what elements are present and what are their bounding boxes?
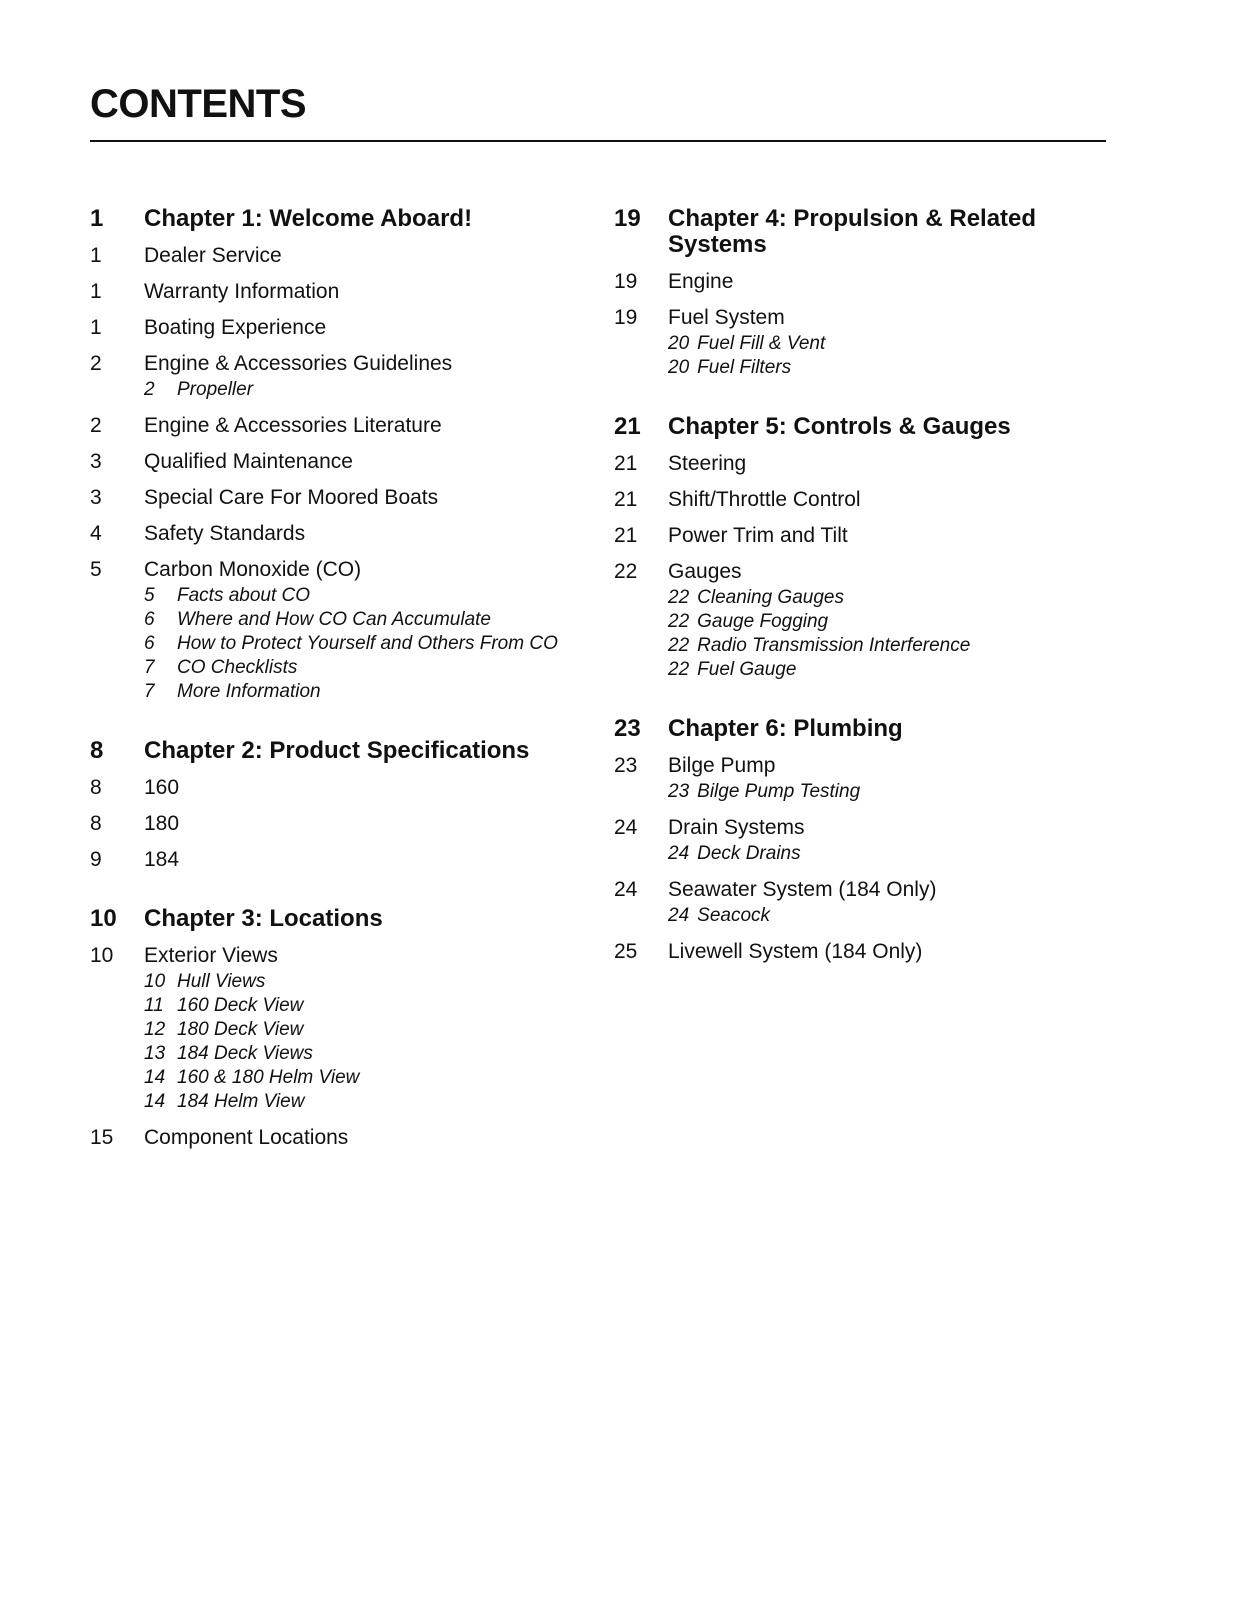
entry-page-number: 2 [90, 414, 102, 437]
chapter-title: Chapter 3: Locations [144, 905, 383, 932]
page-title: CONTENTS [90, 82, 306, 126]
toc-subentry[interactable] [144, 656, 590, 680]
entry-page-number: 1 [90, 280, 102, 303]
toc-subentry[interactable] [144, 1066, 590, 1090]
subentry-list [668, 904, 1114, 928]
entry-page-number: 24 [614, 816, 638, 839]
chapter-title: Chapter 1: Welcome Aboard! [144, 205, 473, 232]
subentry-title: Bilge Pump Testing [697, 781, 861, 802]
toc-entry[interactable] [90, 486, 590, 510]
entry-page-number: 21 [614, 524, 638, 547]
subentry-list [668, 332, 1114, 380]
entry-page-number: 23 [614, 754, 638, 777]
entry-page-number: 19 [614, 306, 638, 329]
subentry-page-number: 24 [668, 905, 690, 926]
entry-title: Bilge Pump [668, 754, 776, 777]
subentry-title: Propeller [177, 379, 254, 400]
subentry-page-number: 24 [668, 843, 690, 864]
subentry-page-number: 10 [144, 971, 166, 992]
chapter-title: Chapter 5: Controls & Gauges [668, 413, 1011, 440]
toc-right-column [614, 206, 1114, 998]
toc-subentry[interactable] [144, 1042, 590, 1066]
toc-entry[interactable] [90, 352, 590, 376]
entry-page-number: 3 [90, 486, 102, 509]
entry-page-number: 15 [90, 1126, 114, 1149]
subentry-title: CO Checklists [177, 657, 298, 678]
chapter-page-number: 23 [614, 715, 641, 742]
subentry-page-number: 6 [144, 609, 155, 630]
entry-title: 184 [144, 848, 180, 871]
subentry-page-number: 23 [668, 781, 690, 802]
subentry-page-number: 11 [144, 995, 164, 1016]
title-rule [90, 140, 1106, 142]
entry-page-number: 24 [614, 878, 638, 901]
subentry-list [144, 584, 590, 704]
toc-entry[interactable] [90, 316, 590, 340]
subentry-list [668, 780, 1114, 804]
toc-entry[interactable] [614, 754, 1114, 778]
entry-page-number: 8 [90, 812, 102, 835]
subentry-page-number: 22 [668, 659, 690, 680]
subentry-page-number: 14 [144, 1067, 166, 1088]
subentry-page-number: 20 [668, 333, 690, 354]
subentry-title: Fuel Fill & Vent [697, 333, 826, 354]
subentry-page-number: 20 [668, 357, 690, 378]
toc-entry[interactable] [90, 848, 590, 872]
entry-title: Gauges [668, 560, 742, 583]
chapter-heading[interactable] [90, 906, 590, 932]
chapter-group [90, 906, 590, 1150]
subentry-list [668, 586, 1114, 682]
subentry-page-number: 14 [144, 1091, 166, 1112]
subentry-page-number: 5 [144, 585, 155, 606]
toc-subentry[interactable] [668, 332, 1114, 356]
chapter-page-number: 10 [90, 905, 117, 932]
entry-title: Carbon Monoxide (CO) [144, 558, 362, 581]
subentry-page-number: 22 [668, 587, 690, 608]
toc-subentry[interactable] [668, 780, 1114, 804]
toc-subentry[interactable] [144, 632, 590, 656]
chapter-page-number: 19 [614, 205, 641, 232]
toc-entry[interactable] [90, 944, 590, 968]
subentry-page-number: 2 [144, 379, 155, 400]
toc-subentry[interactable] [668, 904, 1114, 928]
entry-title: Engine [668, 270, 734, 293]
chapter-group [90, 738, 590, 872]
toc-entry[interactable] [614, 270, 1114, 294]
toc-subentry[interactable] [668, 356, 1114, 380]
toc-entry[interactable] [90, 812, 590, 836]
subentry-title: 184 Deck Views [177, 1043, 313, 1064]
entry-title: Special Care For Moored Boats [144, 486, 439, 509]
subentry-page-number: 22 [668, 635, 690, 656]
subentry-title: Seacock [697, 905, 771, 926]
subentry-title: Cleaning Gauges [697, 587, 844, 608]
entry-page-number: 19 [614, 270, 638, 293]
entry-page-number: 21 [614, 452, 638, 475]
subentry-page-number: 7 [144, 657, 155, 678]
toc-subentry[interactable] [668, 658, 1114, 682]
subentry-title: Facts about CO [177, 585, 311, 606]
toc-entry[interactable] [90, 776, 590, 800]
toc-entry[interactable] [90, 1126, 590, 1150]
subentry-title: Where and How CO Can Accumulate [177, 609, 491, 630]
chapter-page-number: 1 [90, 205, 104, 232]
subentry-title: More Information [177, 681, 321, 702]
toc-subentry[interactable] [668, 842, 1114, 866]
entry-page-number: 4 [90, 522, 102, 545]
entry-page-number: 8 [90, 776, 102, 799]
entry-title: Boating Experience [144, 316, 327, 339]
toc-entry[interactable] [614, 816, 1114, 840]
entry-title: Shift/Throttle Control [668, 488, 861, 511]
subentry-page-number: 6 [144, 633, 155, 654]
chapter-heading[interactable] [614, 716, 1114, 742]
entry-page-number: 5 [90, 558, 102, 581]
entry-page-number: 25 [614, 940, 638, 963]
entry-page-number: 2 [90, 352, 102, 375]
chapter-heading[interactable] [90, 738, 590, 764]
entry-title: Dealer Service [144, 244, 282, 267]
toc-entry[interactable] [614, 488, 1114, 512]
entry-page-number: 3 [90, 450, 102, 473]
toc-entry[interactable] [90, 244, 590, 268]
toc-entry[interactable] [90, 280, 590, 304]
toc-entry[interactable] [614, 940, 1114, 964]
chapter-heading[interactable] [614, 206, 1114, 258]
chapter-group [614, 716, 1114, 964]
toc-subentry[interactable] [144, 378, 590, 402]
entry-title: Safety Standards [144, 522, 306, 545]
entry-page-number: 10 [90, 944, 114, 967]
subentry-title: 184 Helm View [177, 1091, 305, 1112]
toc-entry[interactable] [90, 522, 590, 546]
toc-subentry[interactable] [144, 584, 590, 608]
toc-entry[interactable] [614, 524, 1114, 548]
toc-entry[interactable] [614, 452, 1114, 476]
toc-subentry[interactable] [144, 680, 590, 704]
subentry-page-number: 13 [144, 1043, 166, 1064]
subentry-page-number: 7 [144, 681, 155, 702]
entry-title: Drain Systems [668, 816, 805, 839]
toc-subentry[interactable] [144, 1018, 590, 1042]
subentry-title: Radio Transmission Interference [697, 635, 971, 656]
toc-subentry[interactable] [668, 586, 1114, 610]
toc-subentry[interactable] [668, 610, 1114, 634]
entry-title: Fuel System [668, 306, 785, 329]
subentry-list [668, 842, 1114, 866]
toc-subentry[interactable] [144, 970, 590, 994]
chapter-title: Chapter 4: Propulsion & Related Systems [668, 205, 1037, 258]
chapter-group [614, 414, 1114, 682]
toc-entry[interactable] [90, 558, 590, 582]
toc-entry[interactable] [90, 414, 590, 438]
toc-entry[interactable] [90, 450, 590, 474]
chapter-page-number: 21 [614, 413, 641, 440]
chapter-title: Chapter 6: Plumbing [668, 715, 903, 742]
subentry-title: Gauge Fogging [697, 611, 829, 632]
entry-page-number: 22 [614, 560, 638, 583]
chapter-group [614, 206, 1114, 380]
entry-page-number: 9 [90, 848, 102, 871]
entry-title: Component Locations [144, 1126, 349, 1149]
chapter-title: Chapter 2: Product Specifications [144, 737, 530, 764]
entry-title: Qualified Maintenance [144, 450, 353, 473]
entry-title: 160 [144, 776, 180, 799]
subentry-title: Fuel Filters [697, 357, 792, 378]
subentry-list [144, 970, 590, 1114]
subentry-title: Fuel Gauge [697, 659, 797, 680]
chapter-group [90, 206, 590, 704]
subentry-page-number: 22 [668, 611, 690, 632]
toc-left-column [90, 206, 590, 1184]
subentry-list [144, 378, 590, 402]
entry-page-number: 21 [614, 488, 638, 511]
subentry-title: How to Protect Yourself and Others From CO [177, 633, 558, 654]
entry-title: Power Trim and Tilt [668, 524, 848, 547]
entry-title: Warranty Information [144, 280, 340, 303]
toc-subentry[interactable] [144, 608, 590, 632]
toc-entry[interactable] [614, 306, 1114, 330]
entry-title: Livewell System (184 Only) [668, 940, 923, 963]
toc-entry[interactable] [614, 878, 1114, 902]
entry-title: Steering [668, 452, 747, 475]
entry-title: Engine & Accessories Literature [144, 414, 442, 437]
subentry-title: 180 Deck View [177, 1019, 304, 1040]
entry-title: Engine & Accessories Guidelines [144, 352, 453, 375]
chapter-heading[interactable] [90, 206, 590, 232]
entry-title: Exterior Views [144, 944, 278, 967]
chapter-heading[interactable] [614, 414, 1114, 440]
entry-title: 180 [144, 812, 180, 835]
entry-page-number: 1 [90, 244, 102, 267]
subentry-title: 160 Deck View [177, 995, 304, 1016]
subentry-title: Hull Views [177, 971, 266, 992]
toc-subentry[interactable] [144, 994, 590, 1018]
toc-entry[interactable] [614, 560, 1114, 584]
entry-page-number: 1 [90, 316, 102, 339]
subentry-title: Deck Drains [697, 843, 801, 864]
toc-subentry[interactable] [144, 1090, 590, 1114]
subentry-page-number: 12 [144, 1019, 166, 1040]
chapter-page-number: 8 [90, 737, 104, 764]
entry-title: Seawater System (184 Only) [668, 878, 937, 901]
subentry-title: 160 & 180 Helm View [177, 1067, 360, 1088]
toc-subentry[interactable] [668, 634, 1114, 658]
